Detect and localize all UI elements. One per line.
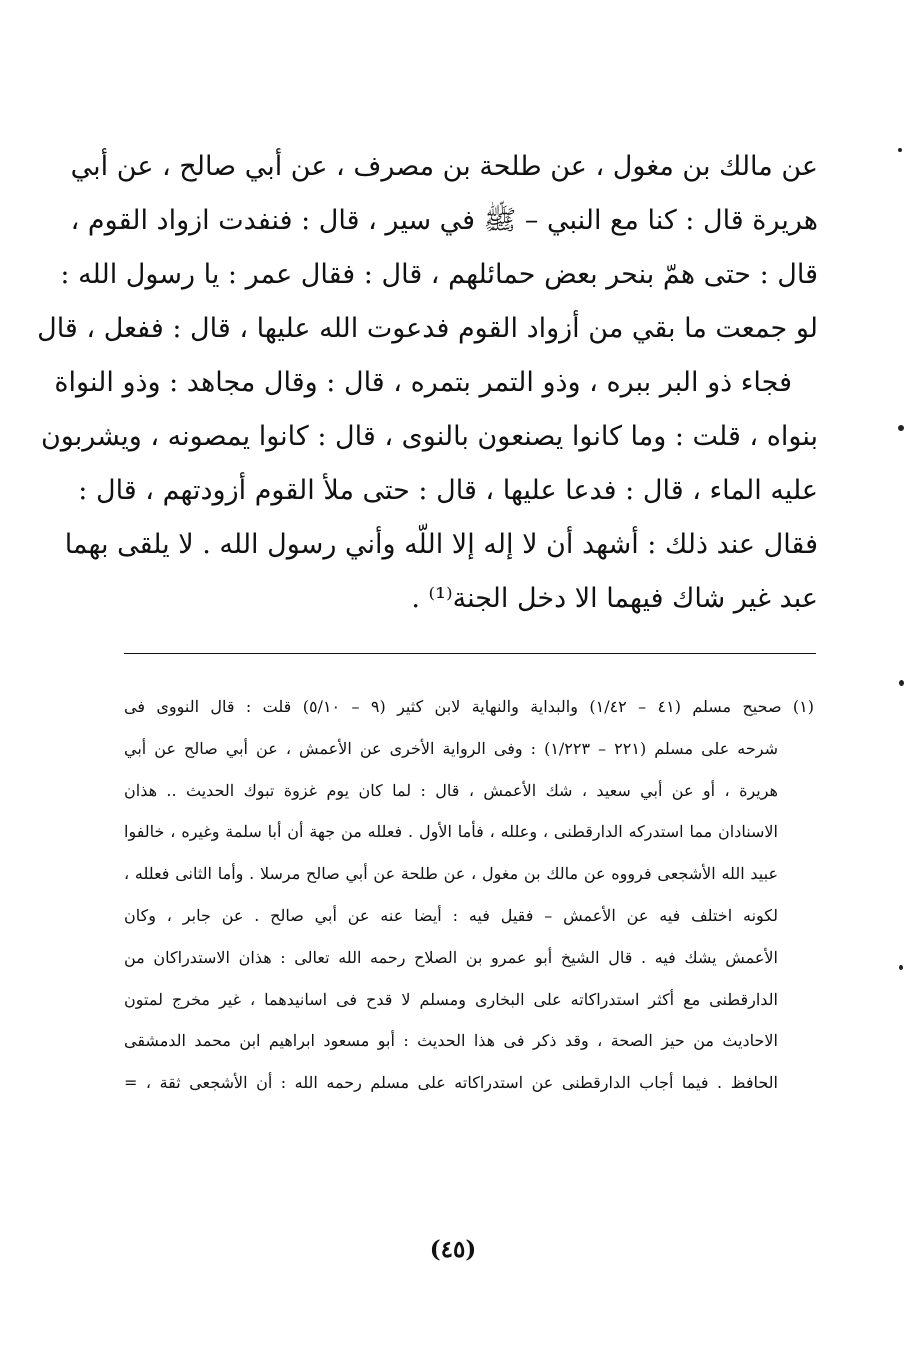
footnote-line: لكونه اختلف فيه عن الأعمش – فقيل فيه : أيضا عنه عن أبي صالح . عن جابر ، وكان xyxy=(124,905,778,925)
footnote-line: الحافظ . فيما أجاب الدارقطنى عن استدراكاته على مسلم رحمه الله : أن الأشجعى ثقة ، = xyxy=(124,1073,778,1093)
main-text-line: لو جمعت ما بقي من أزواد القوم فدعوت الله عليها ، قال : ففعل ، قال xyxy=(37,313,818,344)
main-text-line: فقال عند ذلك : أشهد أن لا إله إلا اللّه وأني رسول الله . لا يلقى بهما xyxy=(64,529,818,560)
footnotes-block xyxy=(124,686,814,1104)
main-text-line: عليه الماء ، قال : فدعا عليها ، قال : حتى ملأ القوم أزودتهم ، قال : xyxy=(78,475,818,506)
main-text-line: هريرة قال : كنا مع النبي – ﷺ في سير ، قال : فنفدت ازواد القوم ، xyxy=(70,205,818,236)
scan-speck xyxy=(899,965,903,970)
scan-speck xyxy=(898,425,904,431)
footnote-separator xyxy=(124,653,816,654)
main-text-line: فجاء ذو البر ببره ، وذو التمر بتمره ، قال : وقال مجاهد : وذو النواة xyxy=(54,367,792,398)
main-text-block xyxy=(37,140,818,626)
main-text-line: قال : حتى همّ بنحر بعض حمائلهم ، قال : فقال عمر : يا رسول الله : xyxy=(60,259,818,290)
footnote-line: (١) صحيح مسلم (٤١ – ١/٤٢) والبداية والنهاية لابن كثير (٩ – ٥/١٠) قلت : قال النووى فى xyxy=(124,697,815,716)
scan-speck xyxy=(899,680,904,686)
footnote-line: الدارقطنى مع أكثر استدراكاته على البخارى ومسلم لا قدح فى اسانيدهما ، غير مخرج لمتون xyxy=(124,989,778,1009)
scan-speck xyxy=(898,148,902,152)
main-text-line: عن مالك بن مغول ، عن طلحة بن مصرف ، عن أبي صالح ، عن أبي xyxy=(70,151,818,182)
page-number: (٤٥) xyxy=(429,1236,477,1263)
footnote-line: شرحه على مسلم (٢٢١ – ١/٢٢٣) : وفى الرواية الأخرى عن الأعمش ، عن أبي صالح عن أبي xyxy=(124,738,779,758)
footnote-line: هريرة ، أو عن أبي سعيد ، شك الأعمش ، قال : لما كان يوم غزوة تبوك الحديث .. هذان xyxy=(124,780,778,800)
footnote-line: الأعمش يشك فيه . قال الشيخ أبو عمرو بن الصلاح رحمه الله تعالى : هذان الاستدراكان من xyxy=(124,947,778,967)
footnote-line: الاحاديث من حيز الصحة ، وقد ذكر فى هذا الحديث : أبو مسعود ابراهيم ابن محمد الدمشقى xyxy=(124,1031,778,1051)
main-text-line: عبد غير شاك فيهما الا دخل الجنة⁽¹⁾ . xyxy=(411,583,818,614)
main-text-line: بنواه ، قلت : وما كانوا يصنعون بالنوى ، قال : كانوا يمصونه ، ويشربون xyxy=(40,421,818,452)
footnote-line: عبيد الله الأشجعى فرووه عن مالك بن مغول ، عن طلحة عن أبي صالح مرسلا . وأما الثانى فعلله ، xyxy=(124,864,779,884)
footnote-line: الاسنادان مما استدركه الدارقطنى ، وعلله ، فأما الأول . فعلله من جهة أن أبا سلمة وغيره ، خالفوا xyxy=(124,822,778,842)
